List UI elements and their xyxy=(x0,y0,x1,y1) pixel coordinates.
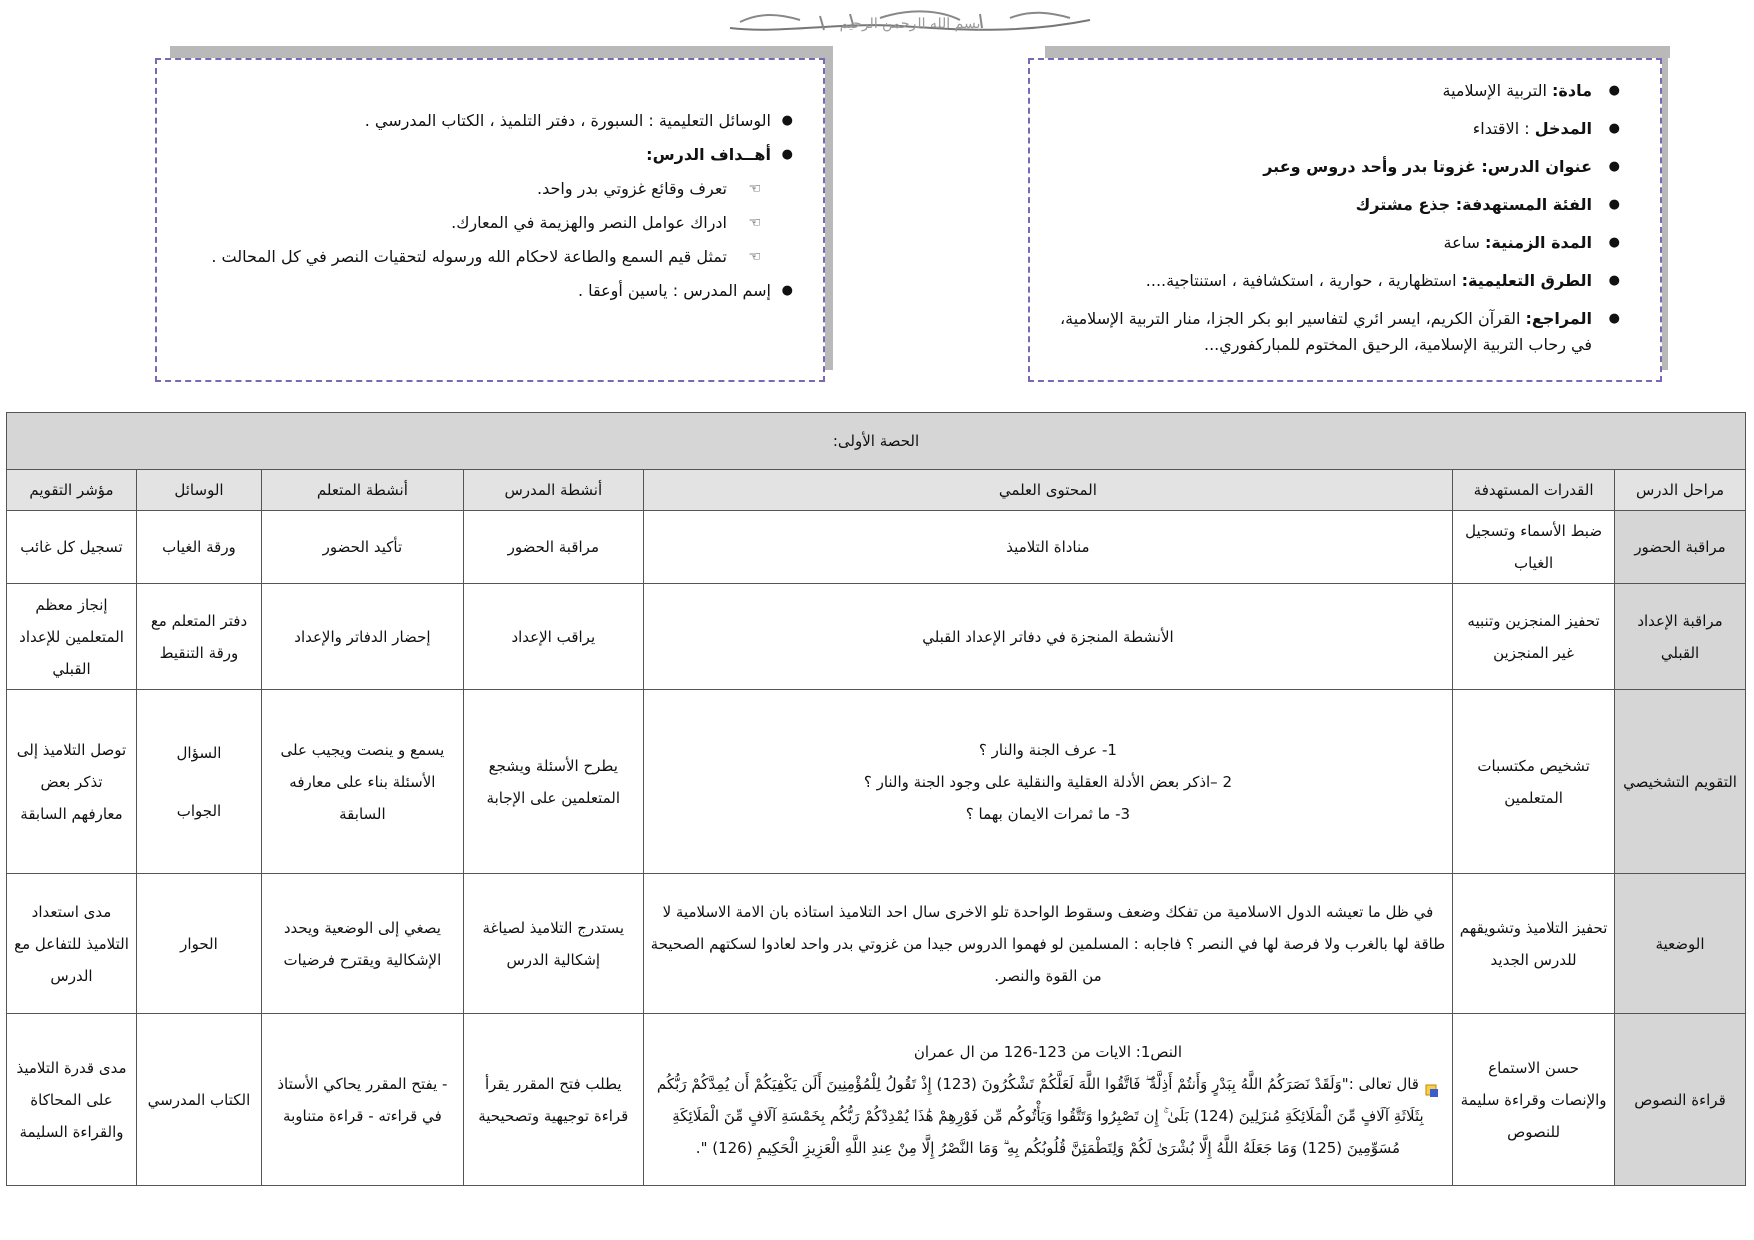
table-row xyxy=(7,690,1746,874)
table-row xyxy=(7,874,1746,1014)
learner-activity-cell: - يفتح المقرر يحاكي الأستاذ في قراءته - قراءة متناوبة xyxy=(261,1014,463,1186)
teacher-activity-cell: يراقب الإعداد xyxy=(463,584,643,690)
indicator-cell: تسجيل كل غائب xyxy=(7,511,137,584)
info-title: ● عنوان الدرس: غزوتا بدر وأحد دروس وعبر xyxy=(1060,154,1620,180)
table-row xyxy=(7,511,1746,584)
objective-item: ☜ تمثل قيم السمع والطاعة لاحكام الله ورسوله لتحقيات النصر في كل المحالت . xyxy=(183,240,793,274)
stage-cell: مراقبة الإعداد القبلي xyxy=(1615,584,1746,690)
info-target: ● الفئة المستهدفة: جذع مشترك xyxy=(1060,192,1620,218)
pointing-hand-icon: ☜ xyxy=(748,249,761,265)
question-line: 2 –اذكر بعض الأدلة العقلية والنقلية على وجود الجنة والنار ؟ xyxy=(863,772,1232,791)
learner-activity-cell: إحضار الدفاتر والإعداد xyxy=(261,584,463,690)
lesson-info-box xyxy=(1028,58,1662,382)
means-item: الجواب xyxy=(176,801,222,820)
means-cell: ورقة الغياب xyxy=(137,511,262,584)
content-cell: في ظل ما تعيشه الدول الاسلامية من تفكك وضعف وسقوط الواحدة تلو الاخرى سال احد التلاميذ استاذه بان الامة الاسلامية لا طاقة لها بالغرب ولا فرصة لها في النصر ؟ فاجابه : المسلمين لو فهموا الدروس جيدا من غزوتي بدر واحد لعادوا لسكتهم الصحيحة من القوة والنصر. xyxy=(643,874,1452,1014)
learner-activity-cell: تأكيد الحضور xyxy=(261,511,463,584)
objective-item: ☜ تعرف وقائع غزوتي بدر واحد. xyxy=(183,172,793,206)
table-row xyxy=(7,584,1746,690)
teacher-activity-cell: مراقبة الحضور xyxy=(463,511,643,584)
stage-cell: قراءة النصوص xyxy=(1615,1014,1746,1186)
box-shadow xyxy=(1045,46,1670,58)
column-header: أنشطة المتعلم xyxy=(261,470,463,511)
objectives-heading: ● أهــداف الدرس: xyxy=(183,138,793,172)
means-item: السؤال xyxy=(176,743,222,762)
content-cell: الأنشطة المنجزة في دفاتر الإعداد القبلي xyxy=(643,584,1452,690)
lesson-plan-table xyxy=(6,412,1746,1186)
teacher-name: ● إسم المدرس : ياسين أوعقا . xyxy=(183,274,793,308)
teacher-activity-cell: يطرح الأسئلة ويشجع المتعلمين على الإجابة xyxy=(463,690,643,874)
table-row xyxy=(7,1014,1746,1186)
abilities-cell: ضبط الأسماء وتسجيل الغياب xyxy=(1453,511,1615,584)
stage-cell: الوضعية xyxy=(1615,874,1746,1014)
means-cell: الكتاب المدرسي xyxy=(137,1014,262,1186)
teacher-activity-cell: يستدرج التلاميذ لصياغة إشكالية الدرس xyxy=(463,874,643,1014)
session-title: الحصة الأولى: xyxy=(7,413,1746,470)
stage-cell: التقويم التشخيصي xyxy=(1615,690,1746,874)
pointing-hand-icon: ☜ xyxy=(748,215,761,231)
note-icon xyxy=(1425,1077,1439,1091)
question-line: 1- عرف الجنة والنار ؟ xyxy=(978,740,1117,759)
text-heading: النص1: الايات من 123-126 من ال عمران xyxy=(913,1042,1183,1061)
info-entry: ● المدخل : الاقتداء xyxy=(1060,116,1620,142)
table-title-row xyxy=(7,413,1746,470)
table-header-row xyxy=(7,470,1746,511)
stage-cell: مراقبة الحضور xyxy=(1615,511,1746,584)
lesson-objectives-box xyxy=(155,58,825,382)
pointing-hand-icon: ☜ xyxy=(748,181,761,197)
column-header: الوسائل xyxy=(137,470,262,511)
indicator-cell: توصل التلاميذ إلى تذكر بعض معارفهم السابقة xyxy=(7,690,137,874)
abilities-cell: تحفيز التلاميذ وتشويقهم للدرس الجديد xyxy=(1453,874,1615,1014)
means-cell: الحوار xyxy=(137,874,262,1014)
content-cell xyxy=(643,1014,1452,1186)
info-references: ● المراجع: القرآن الكريم، ايسر ائري لتفاسير ابو بكر الجزا، منار التربية الإسلامية، في رحاب التربية الإسلامية، الرحيق المختوم للمباركفوري... xyxy=(1060,306,1620,358)
abilities-cell: تحفيز المنجزين وتنبيه غير المنجزين xyxy=(1453,584,1615,690)
info-duration: ● المدة الزمنية: ساعة xyxy=(1060,230,1620,256)
teacher-activity-cell: يطلب فتح المقرر يقرأ قراءة توجيهية وتصحيحية xyxy=(463,1014,643,1186)
means-cell xyxy=(137,690,262,874)
column-header: المحتوى العلمي xyxy=(643,470,1452,511)
quran-verses: قال تعالى :"وَلَقَدْ نَصَرَكُمُ اللَّهُ بِبَدْرٍ وَأَنتُمْ أَذِلَّةٌ ۖ فَاتَّقُوا اللَّهَ لَعَلَّكُمْ تَشْكُرُونَ (123) إِذْ تَقُولُ لِلْمُؤْمِنِينَ أَلَن يَكْفِيَكُمْ أَن يُمِدَّكُمْ رَبُّكُم بِثَلَاثَةِ آلَافٍ مِّنَ الْمَلَائِكَةِ مُنزَلِينَ (124) بَلَىٰ ۚ إِن تَصْبِرُوا وَتَتَّقُوا وَيَأْتُوكُم مِّن فَوْرِهِمْ هَٰذَا يُمْدِدْكُمْ رَبُّكُم بِخَمْسَةِ آلَافٍ مِّنَ الْمَلَائِكَةِ مُسَوِّمِينَ (125) وَمَا جَعَلَهُ اللَّهُ إِلَّا بُشْرَىٰ لَكُمْ وَلِتَطْمَئِنَّ قُلُوبُكُم بِهِ ۗ وَمَا النَّصْرُ إِلَّا مِنْ عِندِ اللَّهِ الْعَزِيزِ الْحَكِيمِ (126) ". xyxy=(650,1068,1446,1164)
indicator-cell: إنجاز معظم المتعلمين للإعداد القبلي xyxy=(7,584,137,690)
content-cell: مناداة التلاميذ xyxy=(643,511,1452,584)
column-header: مؤشر التقويم xyxy=(7,470,137,511)
column-header: مراحل الدرس xyxy=(1615,470,1746,511)
box-shadow xyxy=(170,46,830,58)
column-header: أنشطة المدرس xyxy=(463,470,643,511)
question-line: 3- ما ثمرات الايمان بهما ؟ xyxy=(965,804,1131,823)
means-cell: دفتر المتعلم مع ورقة التنقيط xyxy=(137,584,262,690)
abilities-cell: تشخيص مكتسبات المتعلمين xyxy=(1453,690,1615,874)
learner-activity-cell: يسمع و ينصت ويجيب على الأسئلة بناء على معارفه السابقة xyxy=(261,690,463,874)
svg-text:بسم الله الرحمن الرحيم: بسم الله الرحمن الرحيم xyxy=(839,16,981,32)
abilities-cell: حسن الاستماع والإنصات وقراءة سليمة للنصوص xyxy=(1453,1014,1615,1186)
basmala-calligraphy xyxy=(720,4,1100,40)
content-cell xyxy=(643,690,1452,874)
indicator-cell: مدى قدرة التلاميذ على المحاكاة والقراءة السليمة xyxy=(7,1014,137,1186)
column-header: القدرات المستهدفة xyxy=(1453,470,1615,511)
teaching-aids: ● الوسائل التعليمية : السبورة ، دفتر التلميذ ، الكتاب المدرسي . xyxy=(183,104,793,138)
objective-item: ☜ ادراك عوامل النصر والهزيمة في المعارك. xyxy=(183,206,793,240)
indicator-cell: مدى استعداد التلاميذ للتفاعل مع الدرس xyxy=(7,874,137,1014)
info-methods: ● الطرق التعليمية: استظهارية ، حوارية ، استكشافية ، استنتاجية.... xyxy=(1060,268,1620,294)
info-subject: ● مادة: التربية الإسلامية xyxy=(1060,78,1620,104)
learner-activity-cell: يصغي إلى الوضعية ويحدد الإشكالية ويقترح فرضيات xyxy=(261,874,463,1014)
